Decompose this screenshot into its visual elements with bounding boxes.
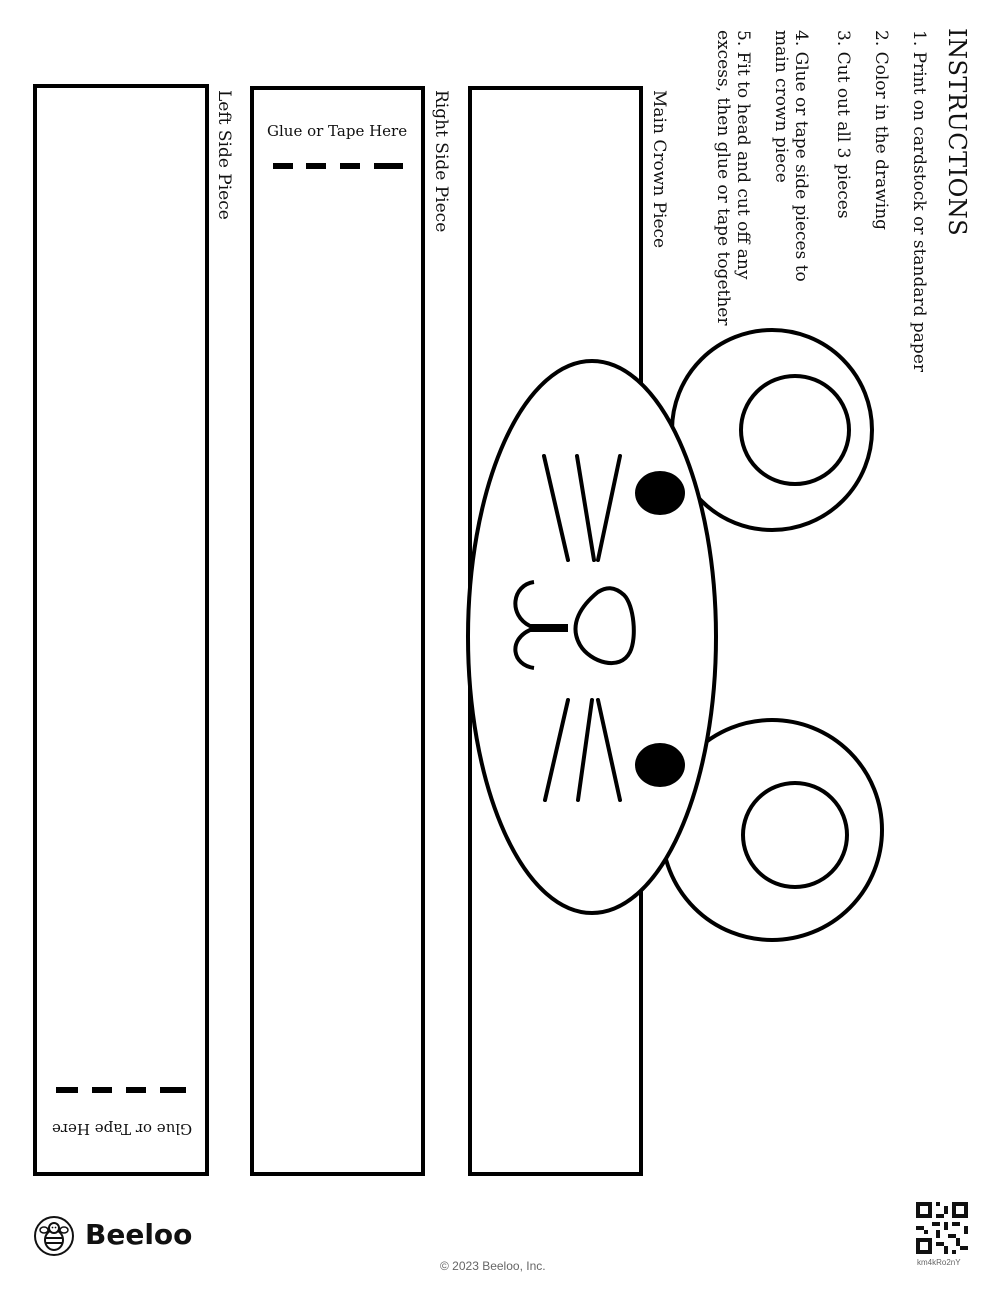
brand-name: Beeloo bbox=[85, 1218, 193, 1251]
instruction-step-5-cont: excess, then glue or tape together bbox=[713, 30, 733, 326]
instruction-step-1: 1. Print on cardstock or standard paper bbox=[909, 30, 929, 373]
glue-label-left: Glue or Tape Here bbox=[52, 1120, 193, 1138]
instruction-step-4: 4. Glue or tape side pieces to bbox=[791, 30, 811, 282]
mouse-eye-icon bbox=[635, 471, 685, 515]
instruction-step-5: 5. Fit to head and cut off any bbox=[733, 30, 753, 280]
instruction-step-3: 3. Cut out all 3 pieces bbox=[833, 30, 853, 219]
qr-code-icon bbox=[916, 1202, 968, 1254]
instruction-step-4-cont: main crown piece bbox=[771, 30, 791, 183]
left-side-label: Left Side Piece bbox=[214, 90, 234, 220]
mouse-eye-icon bbox=[635, 743, 685, 787]
mouse-ear-top-icon bbox=[672, 330, 872, 530]
copyright-text: © 2023 Beeloo, Inc. bbox=[440, 1259, 546, 1273]
glue-label-right: Glue or Tape Here bbox=[267, 122, 408, 140]
bee-logo-icon bbox=[33, 1215, 75, 1257]
right-side-label: Right Side Piece bbox=[431, 90, 451, 233]
instructions-title: INSTRUCTIONS bbox=[943, 28, 971, 237]
instruction-step-2: 2. Color in the drawing bbox=[871, 30, 891, 231]
qr-code-id: km4kRo2nY bbox=[917, 1258, 961, 1267]
main-crown-label: Main Crown Piece bbox=[649, 90, 669, 249]
